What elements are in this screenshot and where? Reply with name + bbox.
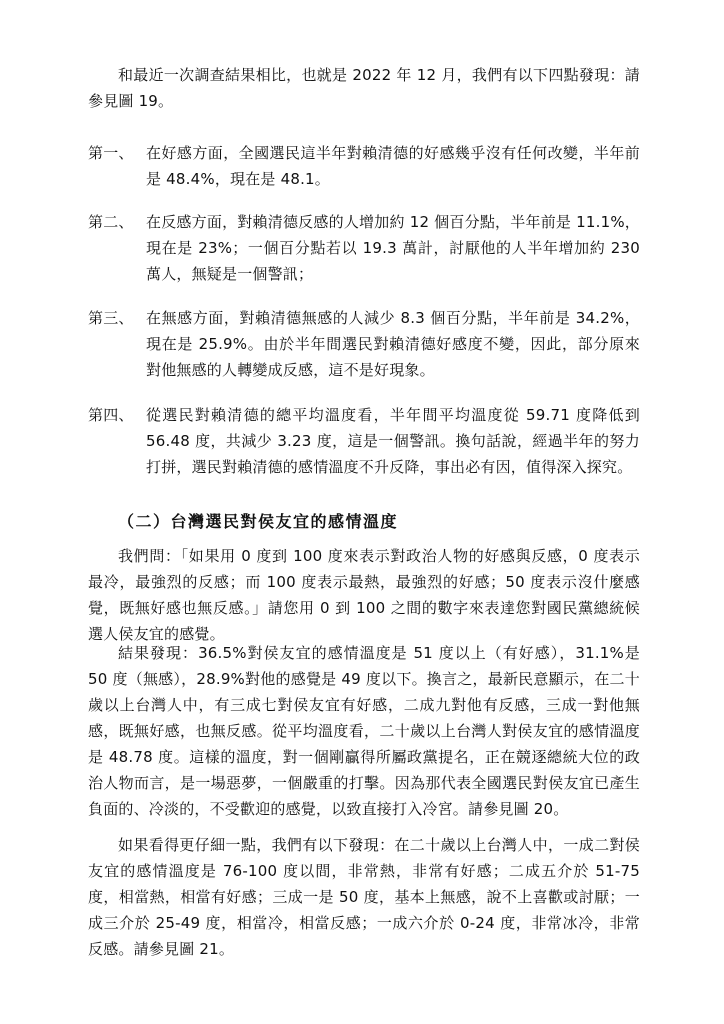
body-paragraph-results: 結果發現：36.5%對侯友宜的感情溫度是 51 度以上（有好感），31.1%是 50 度（無感），28.9%對他的感覺是 49 度以下。換言之，最新民意顯示，在二十歲以上台灣人中，有三成七對侯友宜有好感，二成九對他有反感，三成一對他無感，既無好感，也無反感。從平均溫度看，二十歲以上台灣人對侯友宜的感情溫度是 48.78 度。這樣的溫度，對一個剛贏得所屬政黨提名，正在競逐總統大位的政治人物而言，是一場惡夢，一個嚴重的打擊。因為那代表全國選民對侯友宜已產生負面的、冷淡的，不受歡迎的感覺，以致直接打入冷宮。請參見圖 20。 xyxy=(88,644,640,818)
finding-marker: 第四、 xyxy=(88,406,134,424)
section-heading: （二）台灣選民對侯友宜的感情溫度 xyxy=(118,512,399,531)
finding-text: 從選民對賴清德的總平均溫度看，半年間平均溫度從 59.71 度降低到 56.48 度，共減少 3.23 度，這是一個警訊。換句話說，經過半年的努力打拼，選民對賴清德的感情溫度不升反降，事出必有因，值得深入探究。 xyxy=(146,406,640,476)
body-paragraph-details: 如果看得更仔細一點，我們有以下發現：在二十歲以上台灣人中，一成二對侯友宜的感情溫度是 76-100 度以間，非常熱，非常有好感；二成五介於 51-75 度，相當熱，相當有好感；三成一是 50 度，基本上無感，說不上喜歡或討厭；一成三介於 25-49 度，相當冷，相當反感；一成六介於 0-24 度，非常冰冷，非常反感。請參見圖 21。 xyxy=(88,836,640,958)
finding-item-2 xyxy=(88,209,640,287)
finding-text: 在好感方面，全國選民這半年對賴清德的好感幾乎沒有任何改變，半年前是 48.4%，現在是 48.1。 xyxy=(146,144,640,188)
intro-paragraph: 和最近一次調查結果相比，也就是 2022 年 12 月，我們有以下四點發現：請參見圖 19。 xyxy=(88,66,640,110)
finding-marker: 第一、 xyxy=(88,144,134,162)
finding-item-3 xyxy=(88,305,640,383)
finding-text: 在無感方面，對賴清德無感的人減少 8.3 個百分點，半年前是 34.2%，現在是 25.9%。由於半年間選民對賴清德好感度不變，因此，部分原來對他無感的人轉變成反感，這不是好現象。 xyxy=(146,309,640,379)
finding-item-4 xyxy=(88,402,640,480)
body-paragraph-question: 我們問：「如果用 0 度到 100 度來表示對政治人物的好感與反感，0 度表示最冷，最強烈的反感；而 100 度表示最熱，最強烈的好感；50 度表示沒什麼感覺，既無好感也無反感。」請您用 0 到 100 之間的數字來表達您對國民黨總統候選人侯友宜的感覺。 xyxy=(88,547,640,643)
finding-marker: 第三、 xyxy=(88,309,134,327)
finding-text: 在反感方面，對賴清德反感的人增加約 12 個百分點，半年前是 11.1%，現在是 23%；一個百分點若以 19.3 萬計，討厭他的人半年增加約 230 萬人，無疑是一個警訊； xyxy=(146,213,640,283)
finding-marker: 第二、 xyxy=(88,213,134,231)
finding-item-1 xyxy=(88,140,640,192)
